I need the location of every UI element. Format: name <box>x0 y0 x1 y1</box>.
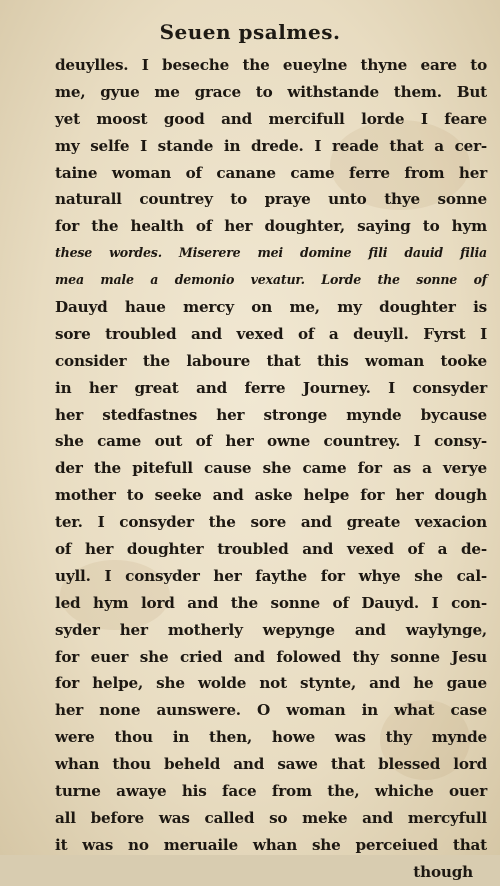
text-line: naturall countrey to praye unto thye sonne <box>55 190 487 209</box>
text-line: it was no meruaile whan she perceiued that <box>55 835 487 854</box>
text-line: my selfe I stande in drede. I reade that a cer- <box>55 136 487 155</box>
text-line: her none aunswere. O woman in what case <box>55 701 487 720</box>
text-line: me, gyue me grace to withstande them. But <box>55 82 487 101</box>
text-line: for helpe, she wolde not stynte, and he gaue <box>55 674 487 693</box>
text-line: yet moost good and mercifull lorde I feare <box>55 109 487 128</box>
text-line: consider the laboure that this woman tooke <box>55 351 487 370</box>
text-line: syder her motherly wepynge and waylynge, <box>55 620 487 639</box>
text-line: all before was called so meke and mercyfull <box>55 808 487 827</box>
latin-quote-line: mea male a demonio vexatur. Lorde the sonne of <box>55 272 487 288</box>
text-line: der the pitefull cause she came for as a verye <box>55 459 487 478</box>
body-text <box>55 52 487 886</box>
text-line: in her great and ferre Journey. I consyder <box>55 378 487 397</box>
text-line: uyll. I consyder her faythe for whye she cal- <box>55 566 487 585</box>
text-line: deuylles. I beseche the eueylne thyne eare to <box>55 56 487 74</box>
text-line: turne awaye his face from the, whiche ouer <box>55 782 487 801</box>
latin-quote-line: these wordes. Miserere mei domine fili dauid filia <box>55 245 487 261</box>
text-line: ter. I consyder the sore and greate vexacion <box>55 513 487 532</box>
text-line: for the health of her doughter, saying to hym <box>55 217 487 236</box>
text-line: of her doughter troubled and vexed of a de- <box>55 540 487 559</box>
running-head: Seuen psalmes. <box>159 20 341 44</box>
text-line: whan thou beheld and sawe that blessed lord <box>55 755 487 774</box>
catchword: though <box>413 862 473 881</box>
text-line: she came out of her owne countrey. I consy- <box>55 432 487 451</box>
text-line: her stedfastnes her stronge mynde bycause <box>55 405 487 424</box>
text-line: led hym lord and the sonne of Dauyd. I con- <box>55 593 487 612</box>
text-line: Dauyd haue mercy on me, my doughter is <box>55 298 487 317</box>
text-line: for euer she cried and folowed thy sonne Jesu <box>55 647 487 666</box>
text-line: mother to seeke and aske helpe for her dough <box>55 486 487 505</box>
text-line: were thou in then, howe was thy mynde <box>55 728 487 747</box>
text-line: sore troubled and vexed of a deuyll. Fyrst I <box>55 324 487 343</box>
text-line: taine woman of canane came ferre from her <box>55 163 487 182</box>
